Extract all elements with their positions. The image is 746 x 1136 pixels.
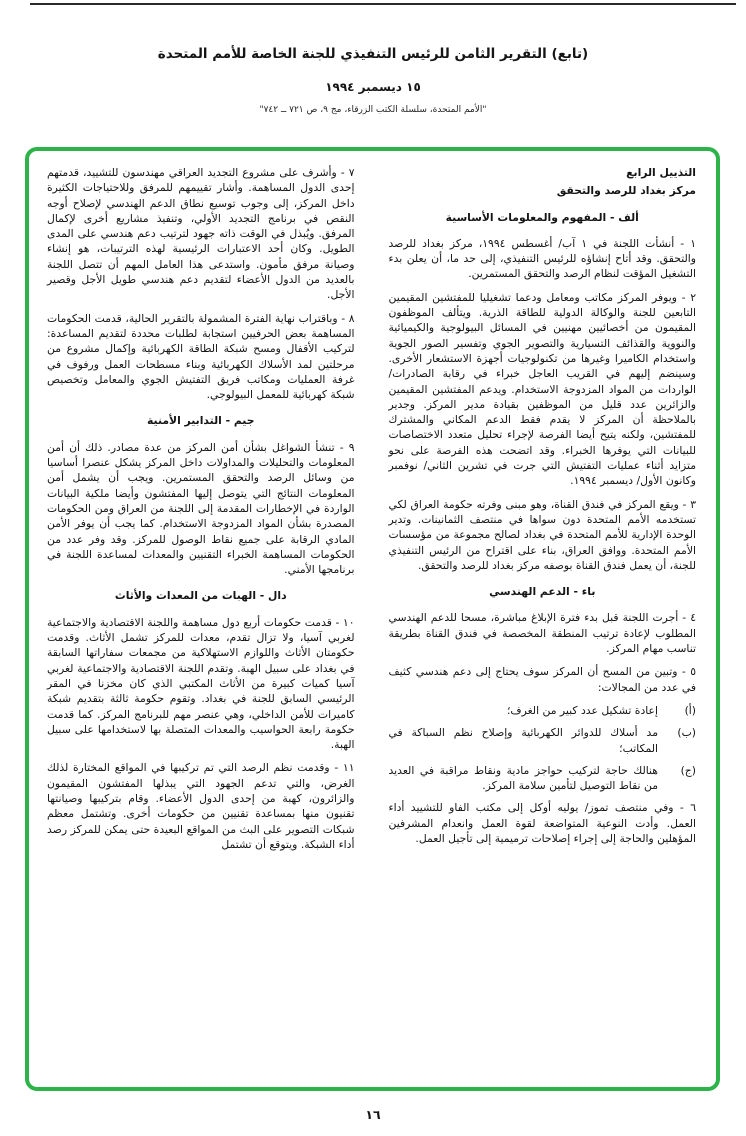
two-column-layout [47, 165, 696, 1079]
list-item-marker: (ب) [677, 726, 696, 740]
appendix-title: التذييل الرابع [626, 166, 696, 179]
paragraph: ٨ - وباقتراب نهاية الفترة المشمولة بالتقرير الحالية، قدمت الحكومات المساهمة بعض الحرفيين استجابة لطلبات محددة لتقديم المساعدة: لتركيب الأقفال ومسح شبكة الطاقة الكهربائية وإكمال مشروع من مرحلتين لمد الأسلاك الكهربائية وبناء مسطحات العمل ورفوف في غرفة العمليات ومكاتب فريق التفتيش الجوي والمعامل وتخصيص شبكة كهربائية للمعمل البيولوجي. [47, 311, 355, 402]
section-heading: ألف - المفهوم والمعلومات الأساسية [445, 210, 639, 224]
paragraph: ١٠ - قدمت حكومات أربع دول مساهمة واللجنة الاقتصادية والاجتماعية لغربي آسيا، ولا تزال تقدم، معدات للمركز تشمل الأثاث. وقدمت حكومتان الأثاث واللوازم الاستهلاكية من مجمعات سفاراتها السابقة في بغداد على سبيل الهبة. وتقدم اللجنة الاقتصادية والاجتماعية لغربي آسيا كميات كبيرة من الأثاث المكتبي الذي كان مخزنا في المقر الرئيسي السابق للجنة في بغداد. وتقوم حكومة ثالثة بتقديم شبكة كاميرات للأمن الداخلي، وهي عنصر مهم للبرنامج المركز. كما قدمت حكومة رابعة الحواسيب والمعدات المتصلة بها لاستخدامها على سبيل الهبة. [47, 615, 355, 752]
list-item-marker: (ج) [680, 763, 696, 777]
paragraph: ٦ - وفي منتصف تموز/ يوليه أوكل إلى مكتب الفاو للتشييد أداء العمل. وأدت النوعية المتواضعة لقوة العمل وانعدام المشرفين المؤهلين والحاجة إلى إجراء إصلاحات ترميمية إلى تأجيل العمل. [388, 801, 696, 845]
list-item [389, 725, 697, 756]
scan-edge-line [30, 3, 736, 5]
list-item-text: هنالك حاجة لتركيب حواجز مادية ونقاط مراقبة في العديد من نقاط التوصيل لتأمين سلامة المركز. [388, 763, 658, 793]
paragraph: ٥ - وتبين من المسح أن المركز سوف يحتاج إلى دعم هندسي كثيف في عدد من المجالات: [388, 665, 696, 694]
text-column-left [47, 165, 355, 1079]
list-item [389, 703, 697, 718]
document-footer [0, 1107, 746, 1122]
page-number: ١٦ [365, 1107, 381, 1122]
list-item-marker: (أ) [684, 703, 696, 717]
paragraph: ٤ - أجرت اللجنة قبل بدء فترة الإبلاغ مباشرة، مسحا للدعم الهندسي المطلوب لإعادة ترتيب المنطقة المخصصة في فندق القناة بطريقة تناسب مهام المركز. [388, 611, 696, 656]
paragraph: ٧ - وأشرف على مشروع التجديد العراقي مهندسون للتشييد، قدمتهم إحدى الدول المساهمة. وأشار تقييمهم للمرفق وللاحتياجات الكثيرة داخل المركز، إلى وجوب توسيع نطاق الدعم الهندسي لإصلاح أوجه النقص في برنامج التجديد الأولي، وتنفيذ مشاريع أخرى لإكمال المرفق. ويُبذل في الوقت ذاته جهود لترتيب دعم هندسي على المدى الطويل. وكان أحد الاعتبارات الرئيسية لهذه الترتيبات، هو إنشاء وصيانة مرفق مأمون. واستدعى هذا العامل المهم أن تتصل اللجنة بالعديد من الدول الأعضاء لتقديم دعم هندسي طويل الأجل وقصير الأجل. [47, 166, 355, 302]
paragraph: ٩ - تنشأ الشواغل بشأن أمن المركز من عدة مصادر. ذلك أن أمن المعلومات والتحليلات والمداولات داخل المركز يشكل عنصرا أساسيا من وسائل الرصد والتحقق المستمرين. ويجب أن يشمل أمن المعلومات النتائج التي يتوصل إليها المفتشون وأيضا ملكية البيانات الواردة في الإخطارات المقدمة إلى اللجنة من العراق ومن الحكومات المصدرة بشأن المواد المزدوجة الاستخدام. كما يجب أن يوفر الأمن المادي الرقابة على جميع نقاط الوصول للمركز. وقد وفر عدد من الحكومات المساهمة الخبراء التقنيين والمعدات لمساعدة اللجنة في برنامجها الأمني. [47, 440, 355, 577]
source-citation: "الأمم المتحدة، سلسلة الكتب الزرقاء، مج ٩، ص ٧٢١ ــ ٧٤٢" [259, 104, 487, 115]
paragraph: ١ - أنشأت اللجنة في ١ آب/ أغسطس ١٩٩٤، مركز بغداد للرصد والتحقق. وقد أتاح إنشاؤه للرئيس التنفيذي، إلى حد ما، أن يعلن بدء التشغيل المؤقت لنظام الرصد والتحقق المستمرين. [388, 236, 697, 281]
paragraph: ١١ - وقدمت نظم الرصد التي تم تركيبها في المواقع المختارة لذلك الغرض، والتي تدعم الجهود التي يبذلها المفتشون المقيمون والزائرون، كهبة من إحدى الدول الأعضاء. وقام بتركيبها وصيانتها تقنيون منها بمساعدة تقنيين من حكومات أخرى. وتشتمل معظم شبكات التصوير على البث من المواقع البعيدة حتى يمكن للمركز رصد أداء الشبكة. ويتوقع أن تشتمل [47, 761, 355, 851]
section-heading: باء - الدعم الهندسي [489, 585, 596, 599]
report-date: ١٥ ديسمبر ١٩٩٤ [325, 79, 421, 94]
text-column-right [389, 165, 697, 1079]
paragraph: ٣ - ويقع المركز في فندق القناة، وهو مبنى وفرته حكومة العراق لكي تستخدمه الأمم المتحدة دون سواها في منتصف الثمانينات. وتدير الوحدة الإدارية للأمم المتحدة في بغداد لصالح مجموعة من مؤسسات الأمم المتحدة. ووافق العراق، بناء على اقتراح من الرئيس التنفيذي للجنة، أن يعمل فندق القناة بوصفه مركز بغداد للرصد والتحقق. [388, 497, 696, 572]
report-title: (تابع) التقرير الثامن للرئيس التنفيذي للجنة الخاصة للأمم المتحدة [157, 46, 589, 62]
list-item-text: مد أسلاك للدوائر الكهربائية وإصلاح نظم السباكة في المكاتب؛ [388, 726, 658, 755]
content-border-frame [25, 147, 720, 1091]
section-heading: جيم - التدابير الأمنية [147, 414, 255, 428]
appendix-title: مركز بغداد للرصد والتحقق [556, 184, 696, 198]
paragraph: ٢ - ويوفر المركز مكاتب ومعامل ودعما تشغيليا للمفتشين المقيمين التابعين للجنة والوكالة الدولية للطاقة الذرية. ويتألف الموظفون المقيمون من أخصائيين مهنيين في المسائل البيولوجية والكيميائية والنووية والقذائف التسيارية والتصوير الجوي وتفسير الصور الجوية واستخدام الكاميرا وغيرها من تكنولوجيات أجهزة الاستشعار الأخرى. وسينضم إليهم في القريب العاجل خبراء في رقابة الصادرات/ الواردات من المواد المزدوجة الاستخدام. ويدعم المفتشين المقيمين والزائرين عدد قليل من الموظفين بقيادة مدير المركز. وجدير بالملاحظة أن المركز لا يقدم فقط الدعم المكاني والمشترك للمفتشين، ولكنه يتيح أيضا الفرصة لإجراء تحليل متعدد الاختصاصات للبيانات التي يوفرها الخبراء. وقد اتضحت هذه الفرصة على نحو متزايد أثناء عمليات التفتيش التي جرت في تشرين الثاني/ نوفمبر وكانون الأول/ ديسمبر ١٩٩٤. [388, 290, 696, 488]
section-heading: دال - الهبات من المعدات والأثاث [114, 589, 287, 603]
list-item-text: إعادة تشكيل عدد كبير من الغرف؛ [506, 703, 658, 717]
list-item [389, 763, 697, 794]
document-header [0, 0, 746, 115]
